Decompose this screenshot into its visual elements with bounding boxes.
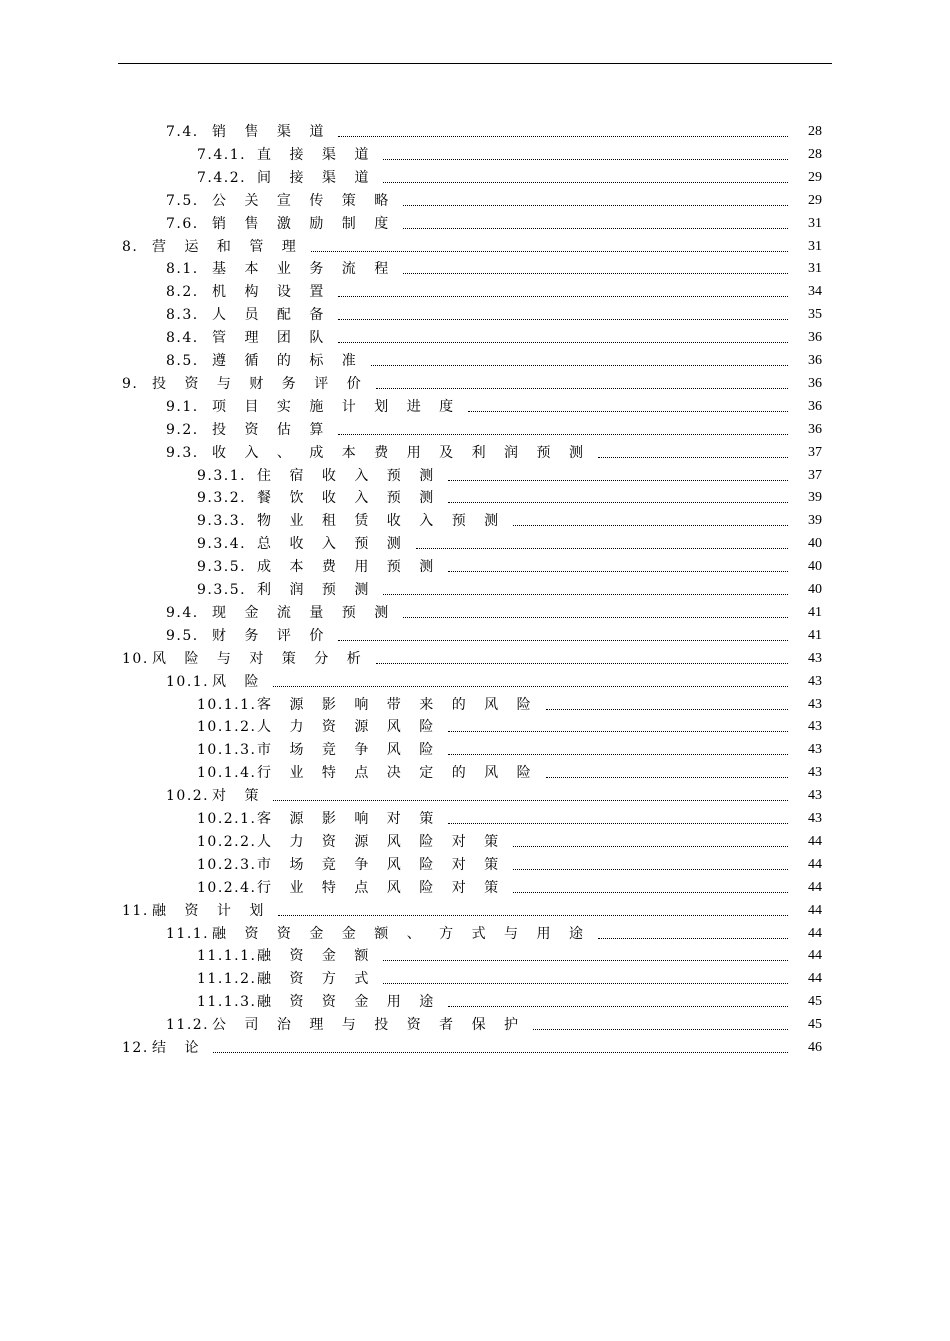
toc-entry-page: 40 bbox=[808, 536, 822, 552]
toc-entry[interactable] bbox=[0, 716, 950, 738]
toc-entry[interactable] bbox=[0, 648, 950, 670]
toc-entry-number: 11.1.2. bbox=[197, 971, 257, 988]
toc-entry-label bbox=[166, 419, 336, 441]
toc-entry-label bbox=[197, 945, 381, 967]
toc-entry-page: 43 bbox=[808, 673, 822, 689]
toc-dot-leader bbox=[338, 640, 788, 641]
toc-entry-title: 人 力 资 源 风 险 对 策 bbox=[257, 833, 506, 850]
toc-entry[interactable] bbox=[0, 304, 950, 326]
toc-entry-title: 管 理 团 队 bbox=[212, 330, 331, 347]
toc-entry-page: 34 bbox=[808, 284, 822, 300]
toc-entry-title: 融 资 方 式 bbox=[257, 971, 376, 988]
toc-entry-number: 9.1. bbox=[166, 398, 199, 415]
toc-entry-number: 7.6. bbox=[166, 215, 199, 232]
toc-entry-label bbox=[197, 510, 511, 532]
toc-entry-label bbox=[166, 396, 466, 418]
toc-dot-leader bbox=[546, 709, 788, 710]
toc-entry-label bbox=[197, 831, 511, 853]
toc-entry-label bbox=[197, 579, 381, 601]
toc-entry-number: 8.1. bbox=[166, 261, 199, 278]
toc-entry[interactable] bbox=[0, 762, 950, 784]
toc-entry-page: 29 bbox=[808, 169, 822, 185]
toc-entry-number: 9. bbox=[122, 375, 139, 392]
toc-entry-title: 销 售 渠 道 bbox=[212, 124, 331, 140]
toc-entry-number: 7.4. bbox=[166, 124, 199, 140]
toc-dot-leader bbox=[213, 1052, 788, 1053]
toc-entry-page: 45 bbox=[808, 994, 822, 1010]
toc-entry[interactable] bbox=[0, 350, 950, 372]
toc-dot-leader bbox=[416, 548, 788, 549]
toc-dot-leader bbox=[513, 846, 788, 847]
toc-entry[interactable] bbox=[0, 258, 950, 280]
toc-dot-leader bbox=[338, 434, 788, 435]
toc-entry-title: 人 员 配 备 bbox=[212, 307, 331, 324]
toc-entry-label bbox=[197, 968, 381, 990]
toc-entry-label bbox=[166, 625, 336, 647]
toc-entry[interactable] bbox=[0, 923, 950, 945]
toc-entry[interactable] bbox=[0, 144, 950, 166]
toc-entry-label bbox=[166, 304, 336, 326]
toc-entry[interactable] bbox=[0, 465, 950, 487]
toc-entry-title: 利 润 预 测 bbox=[257, 582, 376, 598]
toc-entry[interactable] bbox=[0, 877, 950, 899]
toc-entry-page: 43 bbox=[808, 788, 822, 804]
toc-entry-label bbox=[122, 373, 374, 395]
toc-entry-title: 客 源 影 响 对 策 bbox=[257, 811, 441, 827]
toc-entry[interactable] bbox=[0, 900, 950, 922]
toc-dot-leader bbox=[311, 251, 788, 252]
toc-dot-leader bbox=[273, 800, 788, 801]
toc-entry-label bbox=[166, 121, 336, 143]
toc-dot-leader bbox=[338, 296, 788, 297]
toc-entry-title: 项 目 实 施 计 划 进 度 bbox=[212, 398, 461, 415]
toc-entry[interactable] bbox=[0, 190, 950, 212]
toc-entry[interactable] bbox=[0, 808, 950, 830]
toc-entry-label bbox=[197, 716, 446, 738]
toc-dot-leader bbox=[383, 182, 788, 183]
toc-entry-page: 40 bbox=[808, 582, 822, 597]
toc-entry-title: 公 关 宣 传 策 略 bbox=[212, 192, 396, 209]
toc-entry[interactable] bbox=[0, 671, 950, 693]
toc-entry-label bbox=[166, 602, 401, 624]
toc-entry-title: 融 资 资 金 用 途 bbox=[257, 994, 441, 1011]
toc-entry-label bbox=[122, 900, 276, 922]
toc-entry-page: 44 bbox=[808, 879, 822, 895]
toc-entry-title: 现 金 流 量 预 测 bbox=[212, 604, 396, 621]
toc-entry[interactable] bbox=[0, 556, 950, 578]
toc-dot-leader bbox=[273, 686, 788, 687]
toc-entry-label bbox=[122, 236, 309, 258]
toc-entry-number: 10.2. bbox=[166, 788, 210, 805]
toc-entry-number: 8.4. bbox=[166, 330, 199, 347]
toc-entry-title: 融 资 计 划 bbox=[152, 902, 271, 919]
toc-entry-label bbox=[197, 167, 381, 189]
toc-entry-page: 37 bbox=[808, 444, 822, 460]
toc-entry-page: 41 bbox=[808, 604, 822, 620]
toc-entry-title: 收 入 、 成 本 费 用 及 利 润 预 测 bbox=[212, 444, 590, 461]
toc-entry-title: 基 本 业 务 流 程 bbox=[212, 261, 396, 278]
toc-entry[interactable] bbox=[0, 854, 950, 876]
toc-entry-number: 10.1.2. bbox=[197, 719, 257, 736]
toc-entry[interactable] bbox=[0, 281, 950, 303]
toc-entry-page: 28 bbox=[808, 124, 822, 139]
toc-entry-title: 物 业 租 赁 收 入 预 测 bbox=[257, 513, 506, 530]
toc-entry-number: 9.3.3. bbox=[197, 513, 247, 530]
toc-dot-leader bbox=[371, 365, 788, 366]
toc-entry-title: 机 构 设 置 bbox=[212, 284, 331, 301]
toc-entry-page: 28 bbox=[808, 146, 822, 162]
toc-entry-title: 客 源 影 响 带 来 的 风 险 bbox=[257, 696, 538, 713]
toc-entry[interactable] bbox=[0, 510, 950, 532]
toc-entry-title: 餐 饮 收 入 预 测 bbox=[257, 490, 441, 507]
toc-entry-title: 融 资 资 金 金 额 、 方 式 与 用 途 bbox=[212, 925, 590, 942]
header-rule bbox=[118, 63, 832, 64]
toc-entry-page: 45 bbox=[808, 1017, 822, 1033]
toc-entry-title: 行 业 特 点 风 险 对 策 bbox=[257, 879, 506, 896]
toc-dot-leader bbox=[338, 136, 788, 137]
toc-entry-number: 7.4.2. bbox=[197, 169, 247, 186]
toc-entry-page: 35 bbox=[808, 307, 822, 323]
toc-dot-leader bbox=[403, 205, 788, 206]
toc-entry-number: 10.2.4. bbox=[197, 879, 257, 896]
toc-entry-number: 11.1.1. bbox=[197, 948, 257, 965]
toc-entry-number: 9.3. bbox=[166, 444, 199, 461]
toc-dot-leader bbox=[376, 388, 788, 389]
toc-entry[interactable] bbox=[0, 1014, 950, 1036]
toc-entry-label bbox=[166, 442, 596, 464]
toc-entry-number: 11.1. bbox=[166, 925, 210, 942]
toc-entry-page: 36 bbox=[808, 353, 822, 368]
toc-dot-leader bbox=[383, 960, 788, 961]
toc-entry[interactable] bbox=[0, 236, 950, 258]
toc-entry-title: 市 场 竞 争 风 险 bbox=[257, 742, 441, 759]
toc-entry-title: 住 宿 收 入 预 测 bbox=[257, 467, 441, 484]
toc-entry-label bbox=[122, 648, 374, 670]
toc-entry[interactable] bbox=[0, 739, 950, 761]
toc-entry[interactable] bbox=[0, 533, 950, 555]
toc-entry-number: 9.3.2. bbox=[197, 490, 247, 507]
toc-dot-leader bbox=[533, 1029, 788, 1030]
toc-entry-number: 9.3.5. bbox=[197, 582, 247, 598]
toc-entry-page: 43 bbox=[808, 696, 822, 712]
toc-entry-title: 投 资 估 算 bbox=[212, 421, 331, 438]
toc-entry-number: 9.2. bbox=[166, 421, 199, 438]
toc-dot-leader bbox=[448, 1006, 788, 1007]
toc-entry-page: 36 bbox=[808, 375, 822, 391]
toc-entry-number: 8.5. bbox=[166, 353, 199, 369]
toc-entry[interactable] bbox=[0, 785, 950, 807]
toc-entry-page: 43 bbox=[808, 765, 822, 781]
toc-entry-label bbox=[197, 533, 414, 555]
toc-entry[interactable] bbox=[0, 396, 950, 418]
toc-entry[interactable] bbox=[0, 373, 950, 395]
toc-entry-page: 31 bbox=[808, 215, 822, 231]
toc-entry-number: 10.1.4. bbox=[197, 765, 257, 782]
toc-entry[interactable] bbox=[0, 167, 950, 189]
toc-entry-number: 8.2. bbox=[166, 284, 199, 301]
toc-entry-label bbox=[197, 762, 544, 784]
toc-entry-page: 36 bbox=[808, 398, 822, 414]
toc-dot-leader bbox=[403, 273, 788, 274]
toc-entry-label bbox=[197, 877, 511, 899]
toc-entry[interactable] bbox=[0, 831, 950, 853]
toc-dot-leader bbox=[338, 342, 788, 343]
toc-dot-leader bbox=[468, 411, 788, 412]
toc-entry-label bbox=[197, 991, 446, 1013]
toc-entry-label bbox=[197, 144, 381, 166]
toc-entry-title: 市 场 竞 争 风 险 对 策 bbox=[257, 856, 506, 873]
toc-entry-page: 44 bbox=[808, 971, 822, 987]
toc-entry-title: 总 收 入 预 测 bbox=[257, 536, 408, 553]
toc-entry-title: 成 本 费 用 预 测 bbox=[257, 559, 441, 576]
toc-entry-page: 44 bbox=[808, 833, 822, 849]
toc-entry-title: 风 险 bbox=[212, 673, 266, 690]
toc-entry-label bbox=[166, 671, 271, 693]
toc-entry-label bbox=[166, 258, 401, 280]
toc-entry-title: 公 司 治 理 与 投 资 者 保 护 bbox=[212, 1017, 526, 1034]
toc-entry-page: 41 bbox=[808, 627, 822, 643]
toc-entry-label bbox=[197, 854, 511, 876]
toc-entry-title: 融 资 金 额 bbox=[257, 948, 376, 965]
toc-entry-label bbox=[166, 190, 401, 212]
toc-entry-number: 10.1.3. bbox=[197, 742, 257, 759]
toc-dot-leader bbox=[383, 159, 788, 160]
toc-entry-page: 43 bbox=[808, 811, 822, 826]
toc-dot-leader bbox=[448, 754, 788, 755]
toc-entry-page: 43 bbox=[808, 650, 822, 666]
toc-entry[interactable] bbox=[0, 625, 950, 647]
toc-entry[interactable] bbox=[0, 1037, 950, 1059]
toc-dot-leader bbox=[448, 571, 788, 572]
toc-entry-page: 39 bbox=[808, 490, 822, 506]
toc-entry-page: 36 bbox=[808, 330, 822, 346]
toc-dot-leader bbox=[513, 869, 788, 870]
toc-entry-number: 9.3.5. bbox=[197, 559, 247, 576]
toc-dot-leader bbox=[448, 823, 788, 824]
toc-dot-leader bbox=[403, 617, 788, 618]
toc-entry-page: 31 bbox=[808, 261, 822, 277]
toc-dot-leader bbox=[403, 228, 788, 229]
toc-entry-number: 8.3. bbox=[166, 307, 199, 324]
toc-entry-label bbox=[166, 785, 271, 807]
toc-entry[interactable] bbox=[0, 694, 950, 716]
toc-entry[interactable] bbox=[0, 991, 950, 1013]
toc-entry-title: 财 务 评 价 bbox=[212, 627, 331, 644]
toc-entry-title: 结 论 bbox=[152, 1040, 206, 1056]
toc-dot-leader bbox=[513, 525, 788, 526]
toc-dot-leader bbox=[513, 892, 788, 893]
toc-entry-page: 44 bbox=[808, 948, 822, 964]
toc-entry[interactable] bbox=[0, 213, 950, 235]
toc-entry-page: 43 bbox=[808, 742, 822, 758]
toc-entry-title: 行 业 特 点 决 定 的 风 险 bbox=[257, 765, 538, 782]
toc-entry-label bbox=[197, 694, 544, 716]
toc-entry[interactable] bbox=[0, 327, 950, 349]
toc-dot-leader bbox=[448, 480, 788, 481]
toc-entry-number: 10.1. bbox=[166, 673, 210, 690]
toc-entry-title: 人 力 资 源 风 险 bbox=[257, 719, 441, 736]
toc-entry-title: 遵 循 的 标 准 bbox=[212, 353, 363, 369]
toc-entry-title: 间 接 渠 道 bbox=[257, 169, 376, 186]
toc-entry-number: 9.3.1. bbox=[197, 467, 247, 484]
toc-dot-leader bbox=[448, 502, 788, 503]
toc-entry-title: 直 接 渠 道 bbox=[257, 146, 376, 163]
toc-entry-label bbox=[166, 213, 401, 235]
toc-entry-number: 10.2.3. bbox=[197, 856, 257, 873]
toc-entry-title: 营 运 和 管 理 bbox=[152, 238, 303, 255]
toc-entry[interactable] bbox=[0, 602, 950, 624]
toc-entry[interactable] bbox=[0, 419, 950, 441]
toc-entry-label bbox=[166, 281, 336, 303]
toc-entry-label bbox=[122, 1037, 211, 1059]
toc-dot-leader bbox=[338, 319, 788, 320]
toc-entry-number: 7.5. bbox=[166, 192, 199, 209]
toc-entry-label bbox=[166, 327, 336, 349]
toc-entry-number: 11. bbox=[122, 902, 149, 919]
toc-entry[interactable] bbox=[0, 121, 950, 143]
toc-entry-page: 29 bbox=[808, 192, 822, 208]
toc-entry-number: 11.1.3. bbox=[197, 994, 257, 1011]
toc-entry-page: 46 bbox=[808, 1040, 822, 1055]
toc-dot-leader bbox=[383, 983, 788, 984]
toc-entry-label bbox=[166, 1014, 531, 1036]
toc-entry-label bbox=[166, 923, 596, 945]
toc-entry-number: 9.3.4. bbox=[197, 536, 247, 553]
toc-entry-number: 8. bbox=[122, 238, 139, 255]
toc-dot-leader bbox=[383, 594, 788, 595]
toc-dot-leader bbox=[278, 915, 788, 916]
toc-entry[interactable] bbox=[0, 442, 950, 464]
toc-entry[interactable] bbox=[0, 487, 950, 509]
toc-entry-page: 31 bbox=[808, 238, 822, 254]
toc-entry-label bbox=[197, 739, 446, 761]
toc-entry[interactable] bbox=[0, 968, 950, 990]
toc-entry-page: 40 bbox=[808, 559, 822, 575]
toc-dot-leader bbox=[546, 777, 788, 778]
toc-entry-title: 风 险 与 对 策 分 析 bbox=[152, 650, 368, 667]
toc-entry-number: 11.2. bbox=[166, 1017, 210, 1034]
toc-entry-number: 9.4. bbox=[166, 604, 199, 621]
toc-entry-title: 销 售 激 励 制 度 bbox=[212, 215, 396, 232]
toc-entry-number: 10.2.1. bbox=[197, 811, 257, 827]
toc-entry-number: 7.4.1. bbox=[197, 146, 247, 163]
toc-entry-label bbox=[197, 465, 446, 487]
toc-entry-number: 12. bbox=[122, 1040, 149, 1056]
toc-dot-leader bbox=[598, 457, 788, 458]
toc-entry-page: 37 bbox=[808, 467, 822, 483]
toc-entry-page: 44 bbox=[808, 856, 822, 872]
toc-entry-label bbox=[197, 556, 446, 578]
toc-entry-number: 9.5. bbox=[166, 627, 199, 644]
toc-entry-number: 10.2.2. bbox=[197, 833, 257, 850]
toc-entry-page: 36 bbox=[808, 421, 822, 437]
toc-entry-title: 对 策 bbox=[212, 788, 266, 805]
toc-entry-label bbox=[197, 487, 446, 509]
toc-entry-page: 39 bbox=[808, 513, 822, 529]
toc-entry[interactable] bbox=[0, 945, 950, 967]
toc-dot-leader bbox=[376, 663, 788, 664]
toc-entry-page: 44 bbox=[808, 925, 822, 941]
toc-entry-title: 投 资 与 财 务 评 价 bbox=[152, 375, 368, 392]
toc-entry-page: 44 bbox=[808, 902, 822, 918]
toc-entry[interactable] bbox=[0, 579, 950, 601]
toc-dot-leader bbox=[448, 731, 788, 732]
toc-entry-page: 43 bbox=[808, 719, 822, 735]
toc-entry-label bbox=[166, 350, 369, 372]
toc-entry-number: 10.1.1. bbox=[197, 696, 257, 713]
toc-entry-label bbox=[197, 808, 446, 830]
toc-entry-number: 10. bbox=[122, 650, 149, 667]
toc-dot-leader bbox=[598, 938, 788, 939]
